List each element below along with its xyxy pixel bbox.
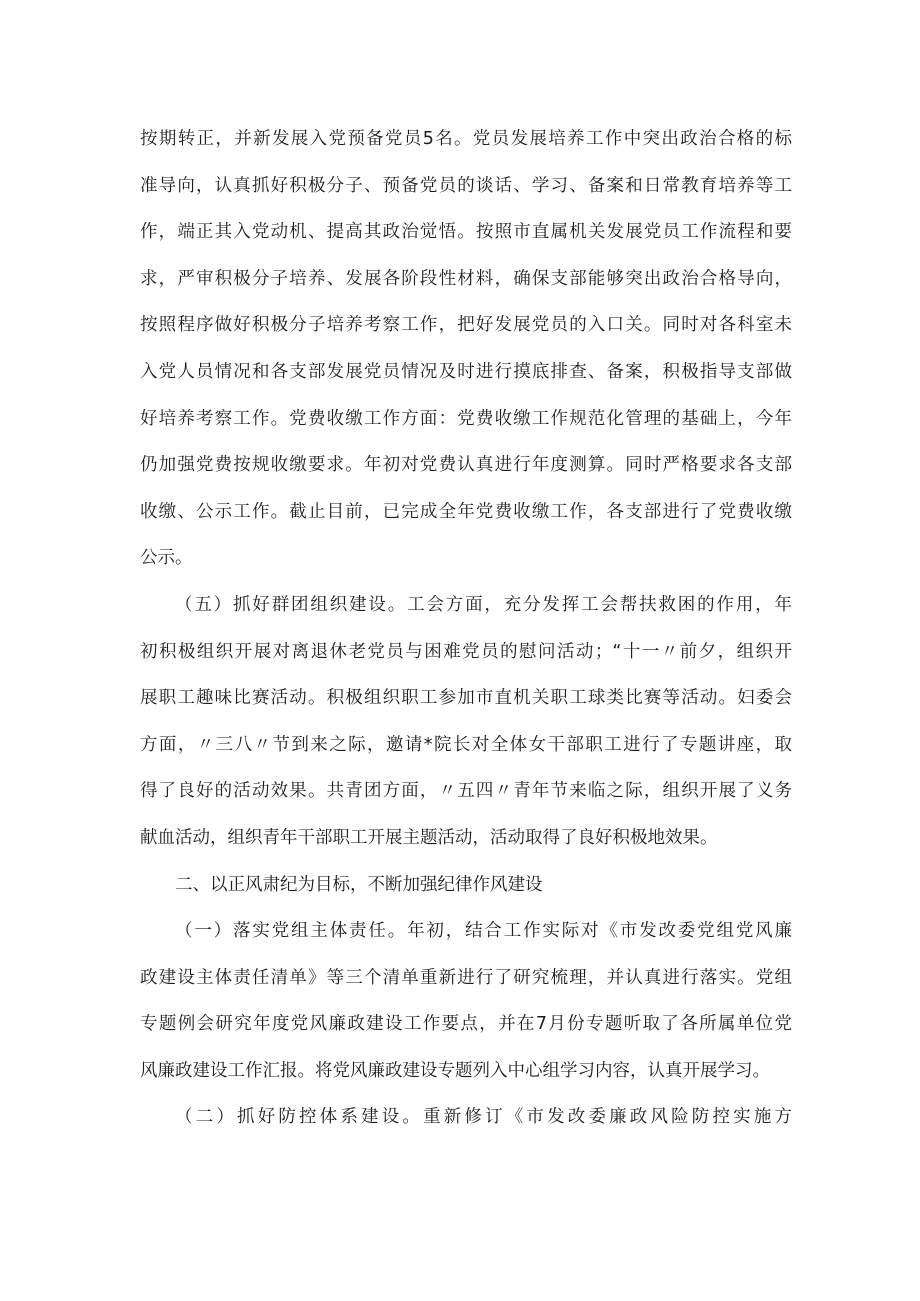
section-heading: 二、以正风肃纪为目标，不断加强纪律作风建设	[175, 874, 543, 895]
paragraph-line: 展职工趣味比赛活动。积极组织职工参加市直机关职工球类比赛等活动。妇委会	[140, 688, 792, 709]
paragraph-line: （二）抓好防控体系建设。重新修订《市发改委廉政风险防控实施方	[175, 1107, 792, 1128]
paragraph-line: 方面，〃三八〃节到来之际，邀请*院长对全体女干部职工进行了专题讲座，取	[140, 734, 792, 755]
paragraph-line: （一）落实党组主体责任。年初，结合工作实际对《市发改委党组党风廉	[175, 921, 792, 942]
paragraph-line: 专题例会研究年度党风廉政建设工作要点，并在7月份专题听取了各所属单位党	[140, 1014, 792, 1035]
paragraph-line: 得了良好的活动效果。共青团方面，〃五四〃青年节来临之际，组织开展了义务	[140, 781, 792, 802]
document-body	[140, 116, 792, 1141]
paragraph-line: 作，端正其入党动机、提高其政治觉悟。按照市直属机关发展党员工作流程和要	[140, 222, 792, 243]
paragraph-line: 初积极组织开展对离退休老党员与困难党员的慰问活动；“十一〃前夕，组织开	[140, 641, 792, 662]
paragraph-line: 按期转正，并新发展入党预备党员5名。党员发展培养工作中突出政治合格的标	[140, 129, 792, 149]
paragraph-line: 按照程序做好积极分子培养考察工作，把好发展党员的入口关。同时对各科室未	[140, 315, 792, 336]
paragraph-line: 献血活动，组织青年干部职工开展主题活动，活动取得了良好积极地效果。	[140, 827, 718, 848]
paragraph-line: 收缴、公示工作。截止目前，已完成全年党费收缴工作，各支部进行了党费收缴	[140, 501, 792, 522]
paragraph-line: 政建设主体责任清单》等三个清单重新进行了研究梳理，并认真进行落实。党组	[140, 967, 792, 988]
paragraph-line: 入党人员情况和各支部发展党员情况及时进行摸底排查、备案，积极指导支部做	[140, 361, 792, 382]
paragraph-line: 公示。	[140, 548, 193, 569]
paragraph-line: 风廉政建设工作汇报。将党风廉政建设专题列入中心组学习内容，认真开展学习。	[140, 1060, 770, 1081]
paragraph-line: 准导向，认真抓好积极分子、预备党员的谈话、学习、备案和日常教育培养等工	[140, 175, 792, 196]
paragraph-line: 好培养考察工作。党费收缴工作方面：党费收缴工作规范化管理的基础上，今年	[140, 408, 792, 429]
paragraph-line: 求，严审积极分子培养、发展各阶段性材料，确保支部能够突出政治合格导向，	[140, 268, 792, 289]
paragraph-line: 仍加强党费按规收缴要求。年初对党费认真进行年度测算。同时严格要求各支部	[140, 455, 792, 476]
paragraph-line: （五）抓好群团组织建设。工会方面，充分发挥工会帮扶救困的作用，年	[175, 594, 792, 615]
